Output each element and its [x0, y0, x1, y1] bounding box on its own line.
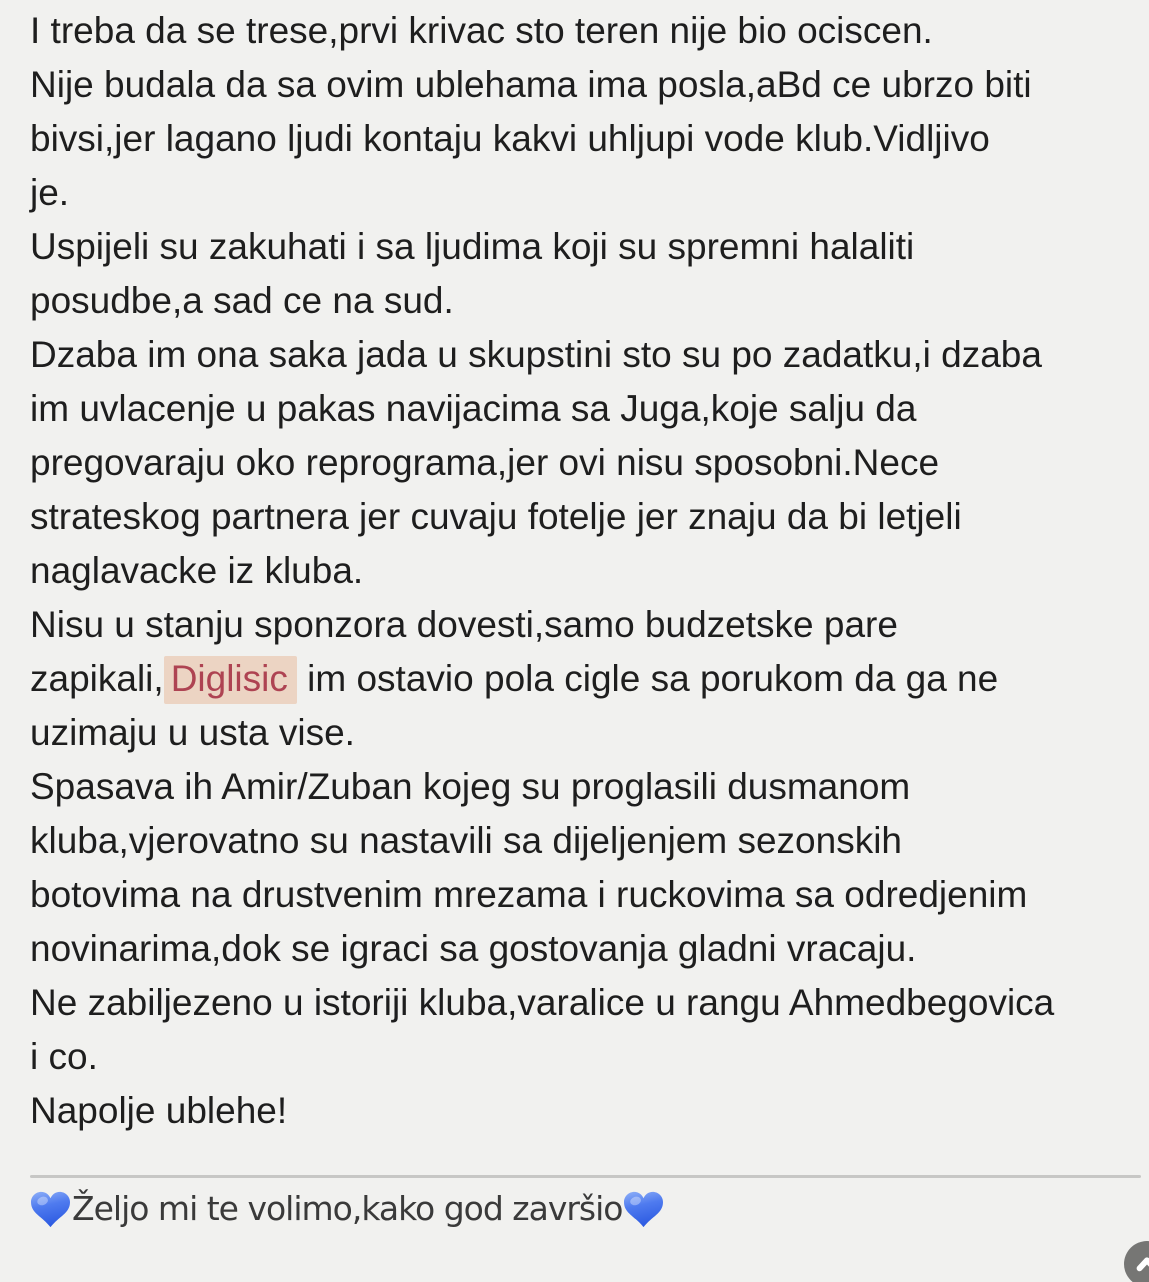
post-text-segment: je.	[30, 172, 70, 213]
post-line	[30, 490, 1141, 544]
post-line	[30, 544, 1141, 598]
blue-heart-icon	[623, 1189, 664, 1230]
post-line	[30, 382, 1141, 436]
scroll-to-top-button[interactable]	[1124, 1241, 1149, 1282]
post-line	[30, 922, 1141, 976]
post-text-segment: Nije budala da sa ovim ublehama ima posla,aBd ce ubrzo biti	[30, 64, 1032, 105]
post-text-segment: Ne zabiljezeno u istoriji kluba,varalice u rangu Ahmedbegovica	[30, 982, 1055, 1023]
post-text-segment: Dzaba im ona saka jada u skupstini sto su po zadatku,i dzaba	[30, 334, 1042, 375]
post-line	[30, 166, 1141, 220]
post-text-segment: bivsi,jer lagano ljudi kontaju kakvi uhljupi vode klub.Vidljivo	[30, 118, 990, 159]
post-text-segment: pregovaraju oko reprograma,jer ovi nisu sposobni.Nece	[30, 442, 940, 483]
post-text-segment: im uvlacenje u pakas navijacima sa Juga,koje salju da	[30, 388, 917, 429]
post-line	[30, 814, 1141, 868]
post-text-segment: zapikali,	[30, 658, 164, 699]
post-text-segment: Uspijeli su zakuhati i sa ljudima koji su spremni halaliti	[30, 226, 915, 267]
post-line	[30, 706, 1141, 760]
post-line	[30, 1084, 1141, 1138]
post-line	[30, 328, 1141, 382]
post-line	[30, 868, 1141, 922]
signature-line	[30, 1187, 1141, 1231]
signature-text: Željo mi te volimo,kako god završio	[72, 1189, 623, 1228]
post-line	[30, 760, 1141, 814]
highlighted-mention[interactable]: Diglisic	[164, 656, 297, 704]
post-text-segment: novinarima,dok se igraci sa gostovanja gladni vracaju.	[30, 928, 917, 969]
post-line	[30, 112, 1141, 166]
post-line	[30, 1030, 1141, 1084]
post-body	[30, 4, 1141, 1231]
post-text-segment: naglavacke iz kluba.	[30, 550, 364, 591]
post-text-segment: Napolje ublehe!	[30, 1090, 288, 1131]
post-line	[30, 598, 1141, 652]
post-text-segment: I treba da se trese,prvi krivac sto teren nije bio ociscen.	[30, 10, 933, 51]
post-line	[30, 58, 1141, 112]
post-text-segment: im ostavio pola cigle sa porukom da ga ne	[296, 658, 999, 699]
post-text-segment: Spasava ih Amir/Zuban kojeg su proglasili dusmanom	[30, 766, 911, 807]
post-line	[30, 436, 1141, 490]
post-text-segment: botovima na drustvenim mrezama i ruckovima sa odredjenim	[30, 874, 1028, 915]
post-text-block	[30, 4, 1141, 1138]
post-text-segment: posudbe,a sad ce na sud.	[30, 280, 454, 321]
post-text-segment: i co.	[30, 1036, 98, 1077]
post-line	[30, 220, 1141, 274]
post-text-segment: Nisu u stanju sponzora dovesti,samo budzetske pare	[30, 604, 898, 645]
post-text-segment: kluba,vjerovatno su nastavili sa dijeljenjem sezonskih	[30, 820, 903, 861]
post-line	[30, 976, 1141, 1030]
blue-heart-icon	[30, 1189, 71, 1230]
post-text-segment: uzimaju u usta vise.	[30, 712, 355, 753]
post-line	[30, 274, 1141, 328]
chevron-up-icon	[1132, 1249, 1149, 1279]
divider	[30, 1175, 1141, 1178]
post-line	[30, 4, 1141, 58]
post-line	[30, 652, 1141, 706]
post-text-segment: strateskog partnera jer cuvaju fotelje jer znaju da bi letjeli	[30, 496, 962, 537]
